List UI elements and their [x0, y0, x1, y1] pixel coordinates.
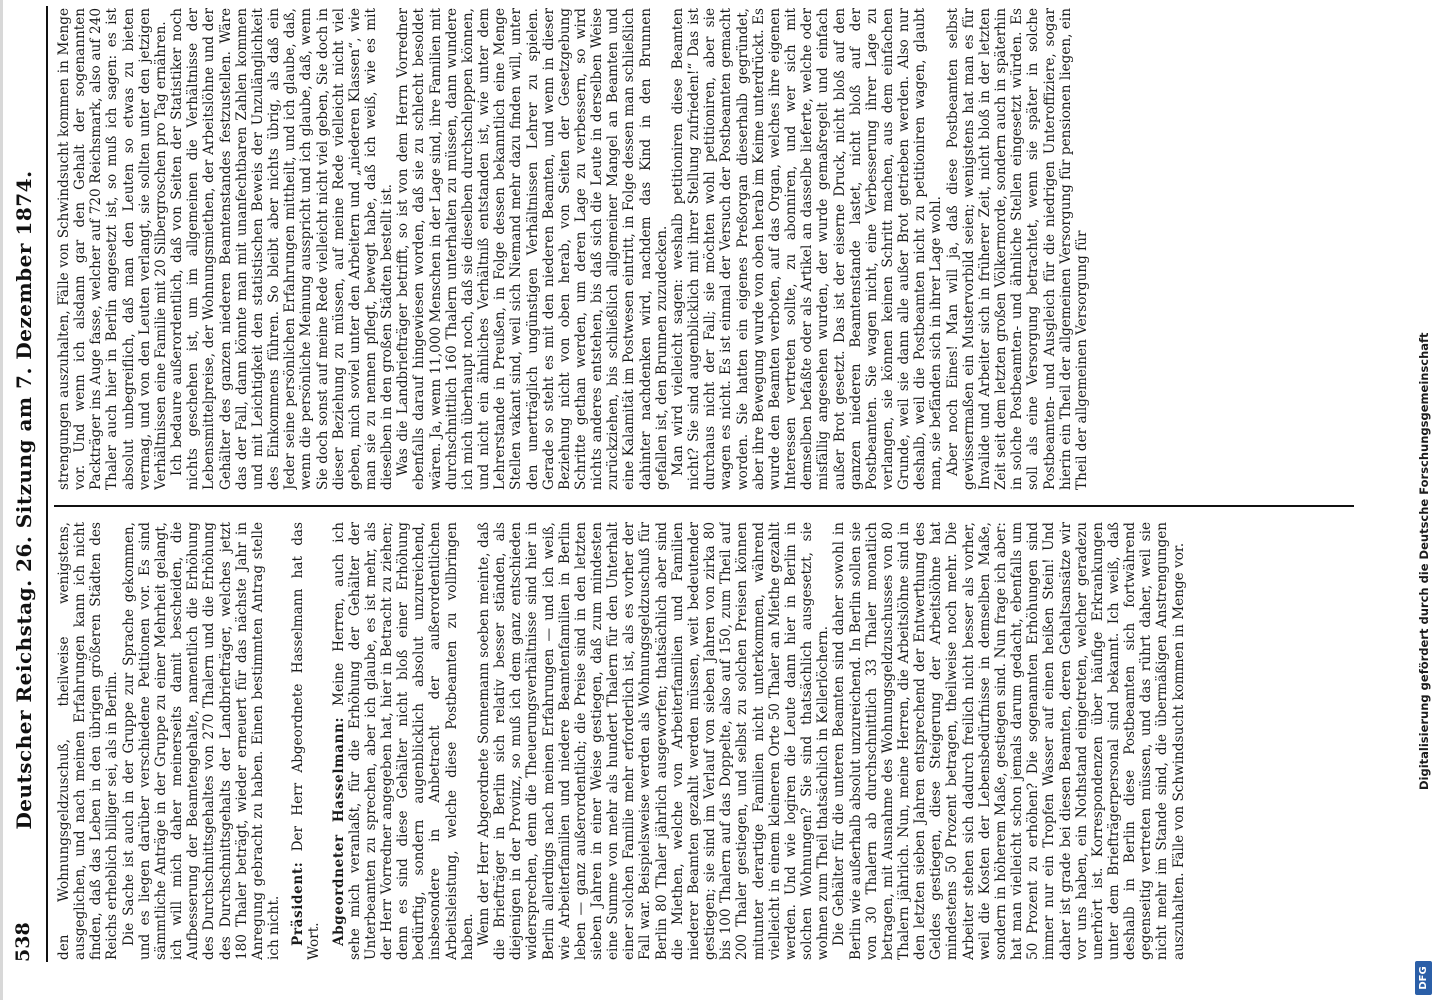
- page-number: 538: [12, 922, 34, 962]
- speaker-label: Präsident:: [290, 861, 307, 946]
- column-divider: [54, 505, 1354, 507]
- speaker-paragraph: [290, 522, 322, 960]
- paragraph: Die Gehälter für die unteren Beamten sind daher sowohl in Berlin wie außerhalb absolut unzureichend. In Berlin sollen sie von 30 Thalern ab durchschnittlich 33 Thaler monatlich betragen, mit Ausnahme des Wohnungsgeldzuschusses von 80 Thalern jährlich. Nun, meine Herren, die Arbeitslöhne sind in den letzten sieben Jahren entsprechend der Entwerthung des Geldes gestiegen, diese Steigerung der Arbeitslöhne hat mindestens 50 Prozent betragen, theilweise noch mehr. Die Arbeiter stehen sich dadurch freilich nicht besser als vorher, weil die Kosten der Lebensbedürfnisse in demselben Maße, sondern in höherem Maße, gestiegen sind. Nun frage ich aber: hat man vielleicht schon jemals darum gedacht, ebenfalls um 50 Prozent zu erhöhen? Die sogenannten Erhöhungen sind immer nur ein Tropfen Wasser auf einen heißen Stein! Und daher ist grade bei diesen Beamten, deren Gehaltsansätze wir vor uns haben, ein Nothstand eingetreten, welcher geradezu unerhört ist. Korrespondenzen über häufige Erkrankungen unter dem Briefträgerpersonal sind bekannt. Ich weiß, daß deshalb in Berlin diese Postbeamten sich fortwährend gegenseitig vertreten müssen, und das rührt daher, weil sie nicht mehr im Stande sind, die übermäßigen Anstrengungen auszuhalten. Fälle von Schwindsucht kommen in Menge vor.: [831, 522, 1187, 960]
- paragraph: Wenn der Herr Abgeordnete Sonnemann soeben meinte, daß die Briefträger in Berlin sich relativ besser ständen, als diejenigen in der Provinz, so muß ich dem ganz entschieden widersprechen, denn die Theuerungsverhältnisse sind hier in Berlin allerdings nach meinen Erfahrungen — und ich weiß, wie Arbeiterfamilien und niedere Beamtenfamilien in Berlin leben — ganz außerordentlich; die Preise sind in den letzten sieben Jahren in einer Weise gestiegen, daß zum mindesten eine Summe von mehr als hundert Thalern für den Unterhalt einer solchen Familie mehr erforderlich ist, als es vorher der Fall war. Beispielsweise werden als Wohnungsgeldzuschuß für Berlin 80 Thaler jährlich ausgeworfen; thatsächlich aber sind die Miethen, welche von Arbeiterfamilien und Familien niederer Beamten gezahlt werden müssen, weit bedeutender gestiegen; sie sind im Verlauf von sieben Jahren von zirka 80 bis 100 Thalern auf das Doppelte, also auf 150, zum Theil auf 200 Thaler gestiegen, und selbst zu solchen Preisen können mitunter derartige Familien nicht unterkommen, während vielleicht in einem kleineren Orte 50 Thaler an Miethe gezahlt werden. Und wie logiren die Leute dann hier in Berlin in solchen Wohnungen? Sie sind thatsächlich ausgesetzt, sie wohnen zum Theil thatsächlich in Kellerlöchern.: [475, 522, 832, 960]
- speaker-text: Der Herr Abgeordnete Hasselmann hat das Wort.: [290, 522, 323, 960]
- paragraph: Man wird vielleicht sagen: weshalb petitioniren diese Beamten nicht? Sie sind augenblicklich mit ihrer Stellung zufrieden!“ Das ist durchaus nicht der Fall; sie möchten wohl petitioniren, aber sie wagen es nicht. Es ist einmal der Versuch der Postbeamten gemacht worden. Sie hatten ein eigenes Preßorgan dieserhalb gegründet, aber ihre Bewegung wurde von oben herab im Keime unterdrückt. Es wurde den Beamten verboten, auf das Organ, welches ihre eigenen Interessen vertreten sollte, zu abonniren, und wer sich mit demselben befaßte oder als Artikel an dasselbe lieferte, welche oder misfällig angesehen wurden, der wurde gemaßregelt und einfach außer Brot gesetzt. Das ist der eiserne Druck, nicht bloß auf den ganzen niederen Beamtenstande lastet, nicht bloß auf der Postbeamten. Sie wagen nicht, eine Verbesserung ihrer Lage zu verlangen, sie können keinen Schritt machen, aus dem einfachen Grunde, weil sie dann alle außer Brot getrieben werden. Also nur deshalb, weil die Postbeamten nicht zu petitioniren wagen, glaubt man, sie befänden sich in ihrer Lage wohl.: [669, 8, 945, 490]
- paragraph: Ich bedaure außerordentlich, daß von Seiten der Statistiker noch nichts geschehen ist, um im allgemeinen die Verhältnisse der Lebensmittelpreise, der Wohnungsmiethen, der Arbeitslöhne und der Gehälter des ganzen niederen Beamtenstandes festzustellen. Wäre das der Fall, dann könnte man mit unanfechtbaren Zahlen kommen und mit Leichtigkeit den statistischen Beweis der Unzulänglichkeit des Einkommens führen. So bleibt aber nichts übrig, als daß ein Jeder seine persönlichen Erfahrungen mittheilt, und ich glaube, daß, wenn die persönliche Meinung ausspricht und ich glaube, daß, wenn Sie doch sonst auf meine Rede vielleicht nicht viel geben, Sie doch in dieser Beziehung zu müssen, auf meine Rede vielleicht nicht viel geben, mich soviel unter den Arbeitern und „niederen Klassen“, wie man sie zu nennen pflegt, bewegt habe, daß ich weiß, wie es mit dieselben in den großen Städten bestellt ist.: [169, 8, 396, 490]
- paragraph: strengungen auszuhalten, Fälle von Schwindsucht kommen in Menge vor. Und wenn ich alsdann gar den Gehalt der sogenannten Packträger ins Auge fasse, welcher auf 720 Reichsmark, also auf 240 Thaler auch hier in Berlin angesetzt ist, so muß ich sagen: es ist absolut unbegreiflich, daß man den Leuten so etwas zu bieten vermag, und von den Leuten verlangt, sie sollten unter den jetzigen Verhältnissen eine Familie mit 20 Silbergroschen pro Tag ernähren.: [56, 8, 169, 490]
- page-title: Deutscher Reichstag. 26. Sitzung am 7. Dezember 1874.: [12, 170, 36, 830]
- credit-text: Digitalisierung gefördert durch die Deutsche Forschungsgemeinschaft: [1417, 332, 1431, 790]
- digitization-credit: [1411, 0, 1431, 1000]
- speaker-paragraph: [331, 522, 476, 960]
- dfg-logo-icon: DFG: [1415, 961, 1432, 995]
- speaker-text: Meine Herren, auch ich sehe mich veranlaßt, für die Erhöhung der Gehälter der Unterbeamten zu sprechen, aber ich glaube, es ist mehr, als der Herr Vorredner angegeben hat, hier in Betracht zu ziehen; denn es sind diese Gehälter nicht bloß einer Erhöhung bedürftig, sondern augenblicklich absolut unzureichend, insbesondere in Anbetracht der außerordentlichen Arbeitsleistung, welche diese Postbeamten zu vollbringen haben.: [330, 522, 476, 960]
- speaker-label: Abgeordneter Hasselmann:: [330, 716, 347, 946]
- header-rule: [46, 6, 48, 962]
- paragraph: Was die Landbriefträger betrifft, so ist von dem Herrn Vorredner ebenfalls darauf hingewiesen worden, daß sie zu schlecht besoldet wären. Ja, wenn 11,000 Menschen in der Lage sind, ihre Familien mit durchschnittlich 160 Thalern unterhalten zu müssen, dann wundere ich mich überhaupt noch, daß sie dieselben durchschleppen können, und nicht ein ähnliches Verhältniß entstanden ist, wie unter dem Lehrerstande in Preußen, in Folge dessen bekanntlich eine Menge Stellen vakant sind, weil sich Niemand mehr dazu finden will, unter den unerträglich ungünstigen Verhältnissen Lehrer zu spielen. Gerade so steht es mit den niederen Beamten, und wenn in dieser Beziehung nicht von oben herab, von Seiten der Gesetzgebung Schritte gethan werden, um deren Lage zu verbessern, so wird nichts anderes entstehen, bis daß sich die Leute in derselben Weise zurückziehen, bis schließlich allgemeiner Mangel an Beamten und eine Kalamität im Postwesen eintritt, in Folge dessen man schließlich dahinter nachdenken wird, nachdem das Kind in den Brunnen gefallen ist, den Brunnen zuzudecken.: [395, 8, 670, 490]
- text-column-right: [56, 8, 1356, 490]
- paragraph: Die Sache ist auch in der Gruppe zur Sprache gekommen, und es liegen darüber verschiedene Petitionen vor. Es sind sämmtliche Anträge in der Gruppe zu einer Mehrheit gelangt, ich will mich daher meinerseits damit bescheiden, die Aufbesserung der Beamtengehalte, namentlich die Erhöhung des Durchschnittsgehaltes von 270 Thalern und die Erhöhung des Durchschnittsgehalts der Landbriefträger, welches jetzt 180 Thaler beträgt, wieder erneuert für das nächste Jahr in Anregung gebracht zu haben. Einen bestimmten Antrag stelle ich nicht.: [120, 522, 283, 960]
- text-column-left: [56, 522, 1356, 960]
- paragraph: den Wohnungsgeldzuschuß, theilweise wenigstens, ausgeglichen, und nach meinen Erfahrungen kann ich nicht finden, daß das Leben in den übrigen größeren Städten des Reichs erheblich billiger sei, als in Berlin.: [56, 522, 121, 960]
- page-header: [0, 0, 54, 1000]
- paragraph: Aber noch Eines! Man will ja, daß diese Postbeamten selbst gewissermaßen ein Mustervorbild seien; wenigstens hat man es für Invalide und Arbeiter sich in früherer Zeit, nicht bloß in der letzten Zeit seit dem letzten großen Völkermorde, sondern auch in späterhin in solche Postbeamten- und ähnliche Stellen eingesetzt würden. Es soll als eine Versorgung betrachtet, wenn sie später in solche Postbeamten- und Ausgleich für die niedrigen Unteroffiziere, sogar hierin ein Theil der allgemeinen Versorgung für pensionen liegen, ein Theil der allgemeinen Versorgung für: [944, 8, 1090, 490]
